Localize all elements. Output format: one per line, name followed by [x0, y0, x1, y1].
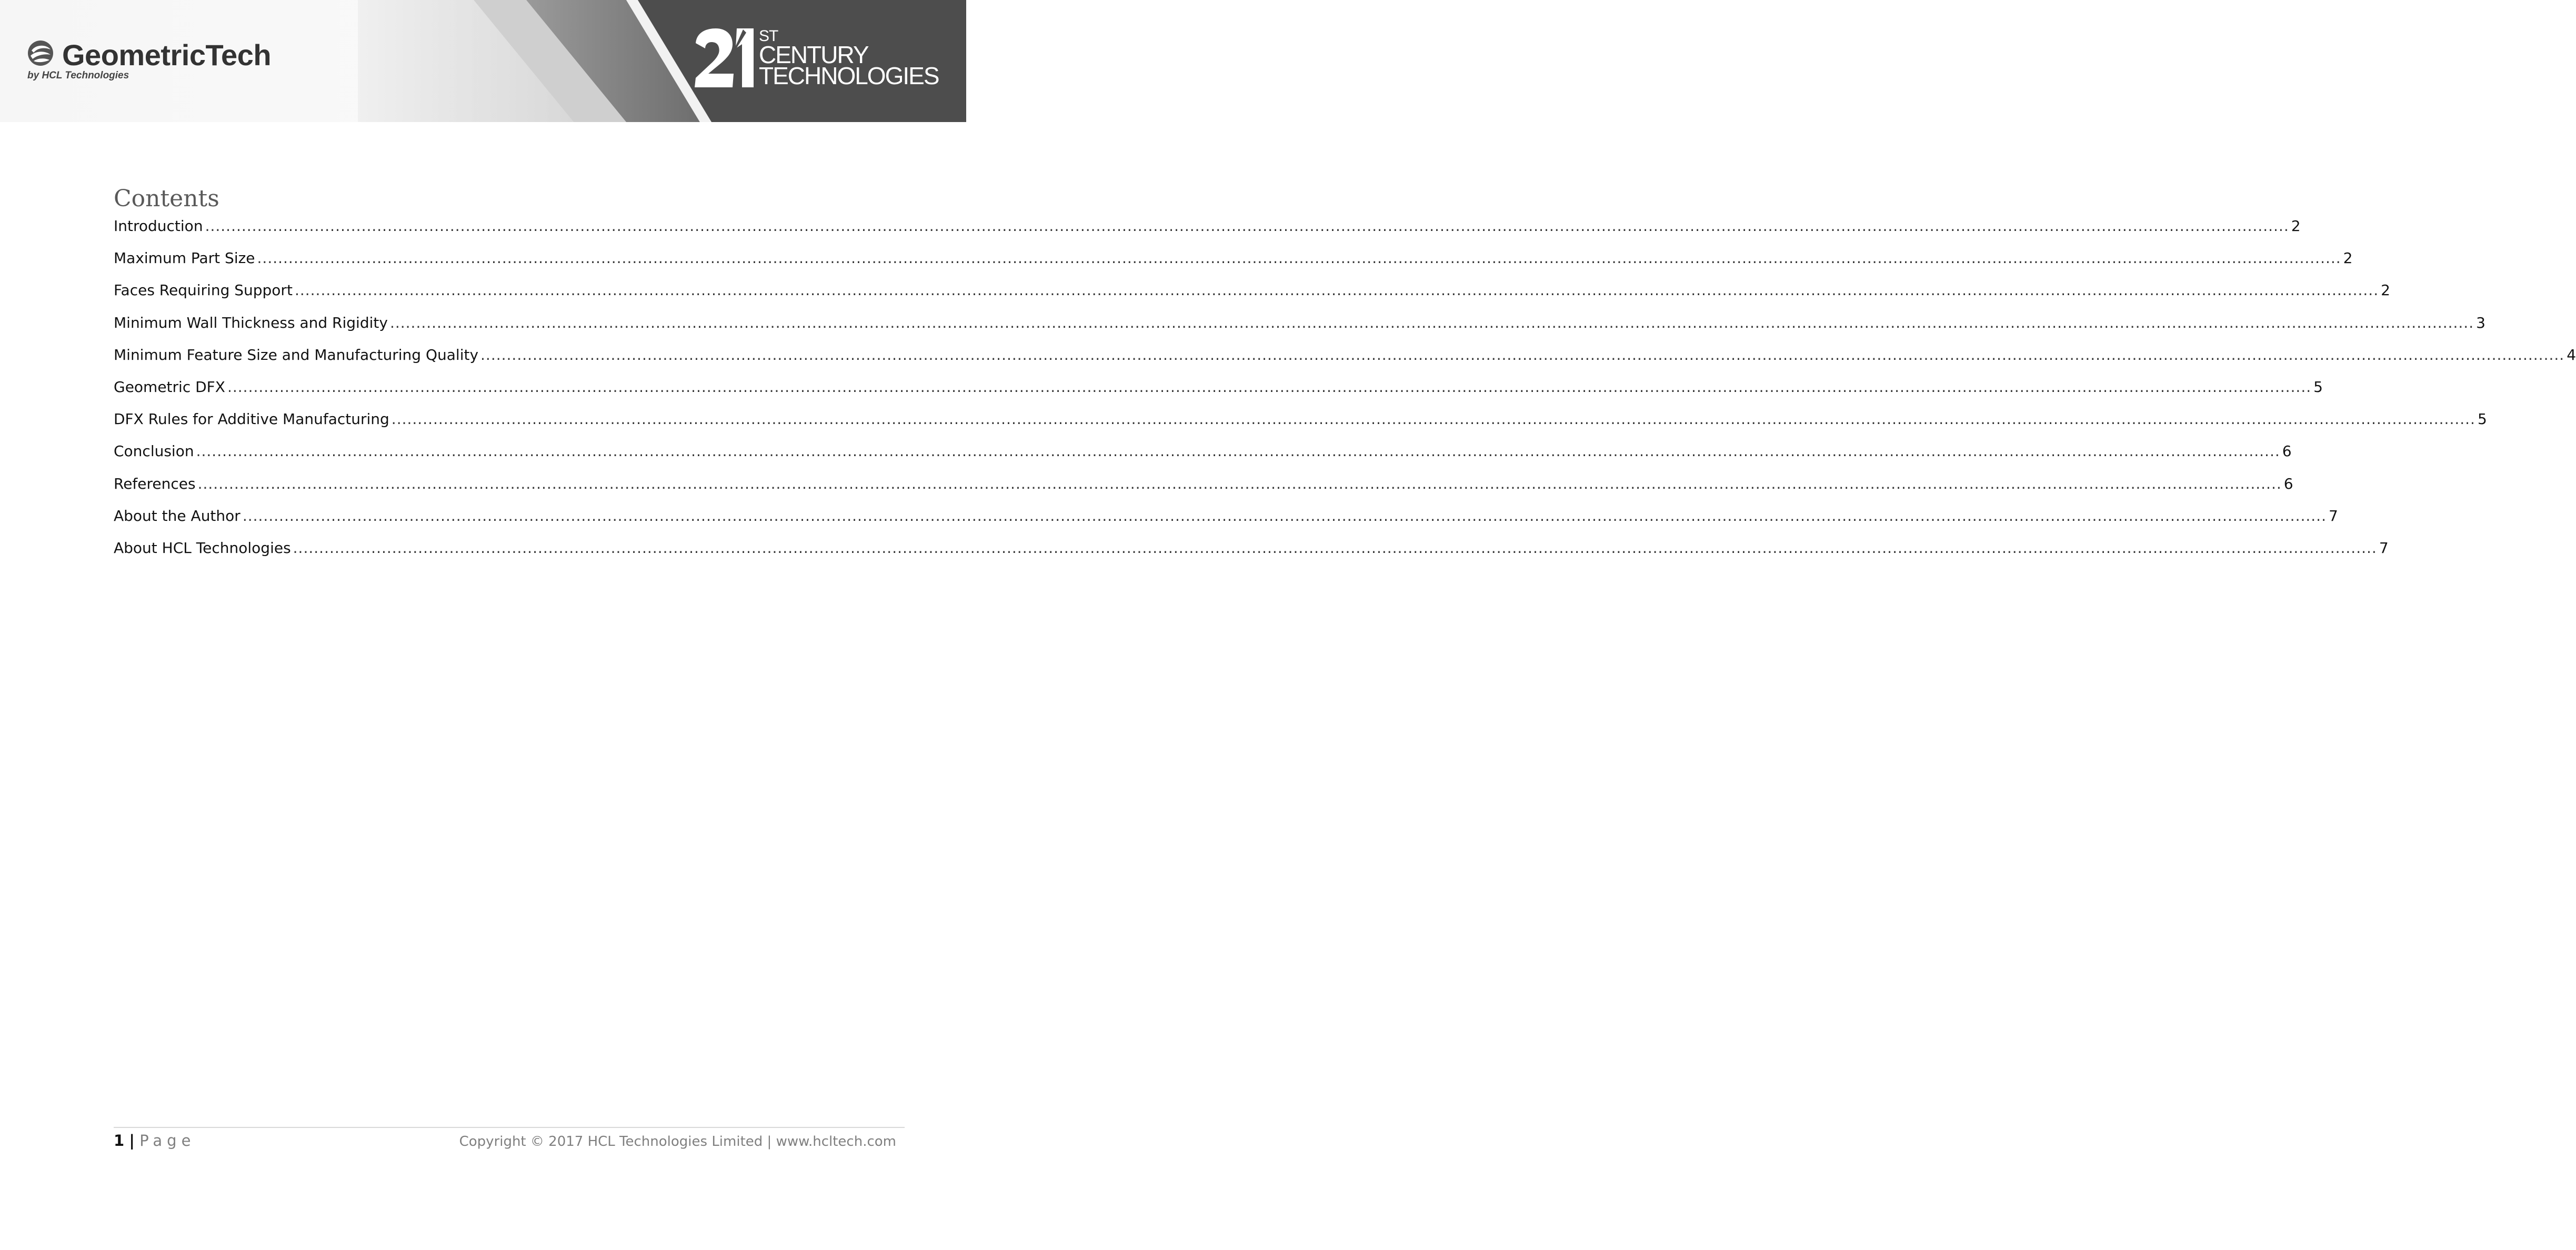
brand-superscript: ST — [759, 27, 778, 45]
toc-entry[interactable] — [114, 345, 2576, 377]
toc-entry[interactable] — [114, 538, 2389, 570]
toc-entry-page[interactable]: 3 — [2476, 314, 2485, 331]
toc-dot-leader: ................................................................................................................................................................................................................................................................................................................................................................................................................ — [257, 249, 2341, 267]
toc-entry-page[interactable]: 6 — [2283, 475, 2293, 492]
toc-entry-page[interactable]: 7 — [2328, 507, 2338, 525]
toc-dot-leader: ................................................................................................................................................................................................................................................................................................................................................................................................................ — [391, 410, 2475, 428]
toc-entry-label[interactable]: Minimum Wall Thickness and Rigidity — [114, 314, 388, 331]
toc-entry[interactable] — [114, 216, 2301, 248]
brand-line2: TECHNOLOGIES — [759, 62, 939, 89]
toc-entry-page[interactable]: 7 — [2379, 539, 2389, 557]
toc-entry-page[interactable]: 5 — [2313, 378, 2323, 396]
toc-entry-label[interactable]: Introduction — [114, 217, 203, 235]
toc-dot-leader: ................................................................................................................................................................................................................................................................................................................................................................................................................ — [389, 314, 2474, 331]
toc-entry-page[interactable]: 5 — [2477, 410, 2487, 428]
header-banner — [0, 0, 966, 122]
toc-entry-page[interactable]: 4 — [2567, 346, 2576, 364]
toc-entry-page[interactable]: 2 — [2343, 249, 2353, 267]
page-separator: | — [129, 1132, 135, 1150]
brand-right-text — [759, 27, 939, 89]
toc-entry-label[interactable]: About HCL Technologies — [114, 539, 291, 557]
toc-dot-leader: ................................................................................................................................................................................................................................................................................................................................................................................................................ — [480, 346, 2565, 364]
page-indicator — [114, 1130, 195, 1151]
brand-name: GeometricTech — [62, 38, 272, 72]
toc-entry-label[interactable]: Conclusion — [114, 442, 194, 460]
contents-title: Contents — [114, 185, 219, 212]
swirl-logo-icon — [26, 39, 55, 67]
toc-entry[interactable] — [114, 506, 2338, 538]
toc-entry-label[interactable]: Geometric DFX — [114, 378, 225, 396]
toc-entry[interactable] — [114, 280, 2390, 312]
toc-entry[interactable] — [114, 409, 2487, 441]
toc-dot-leader: ................................................................................................................................................................................................................................................................................................................................................................................................................ — [196, 442, 2280, 460]
toc-entry-page[interactable]: 6 — [2282, 442, 2292, 460]
toc-dot-leader: ................................................................................................................................................................................................................................................................................................................................................................................................................ — [293, 539, 2377, 557]
toc-dot-leader: ................................................................................................................................................................................................................................................................................................................................................................................................................ — [197, 475, 2282, 492]
toc-entry-page[interactable]: 2 — [2291, 217, 2301, 235]
toc-entry-label[interactable]: DFX Rules for Additive Manufacturing — [114, 410, 389, 428]
twenty-one-logo-icon — [694, 27, 756, 89]
copyright-text: Copyright © 2017 HCL Technologies Limited | www.hcltech.com — [459, 1134, 896, 1150]
geometrictech-logo — [26, 39, 300, 86]
toc-entry[interactable] — [114, 441, 2292, 473]
toc-dot-leader: ................................................................................................................................................................................................................................................................................................................................................................................................................ — [242, 507, 2327, 525]
toc-entry[interactable] — [114, 312, 2485, 345]
footer-divider — [114, 1127, 905, 1128]
toc-entry[interactable] — [114, 377, 2323, 409]
toc-dot-leader: ................................................................................................................................................................................................................................................................................................................................................................................................................ — [205, 217, 2289, 235]
toc-dot-leader: ................................................................................................................................................................................................................................................................................................................................................................................................................ — [227, 378, 2312, 396]
brand-subtitle: by HCL Technologies — [27, 70, 129, 81]
toc-entry-label[interactable]: About the Author — [114, 507, 240, 525]
page-number: 1 — [114, 1132, 125, 1150]
page-word: Page — [139, 1132, 196, 1150]
toc-entry-label[interactable]: Faces Requiring Support — [114, 281, 293, 299]
21st-century-technologies-logo — [694, 27, 946, 96]
toc-entry[interactable] — [114, 473, 2293, 506]
toc-entry-label[interactable]: References — [114, 475, 196, 492]
toc-entry[interactable] — [114, 248, 2353, 280]
toc-entry-label[interactable]: Minimum Feature Size and Manufacturing Quality — [114, 346, 479, 364]
toc-entry-page[interactable]: 2 — [2381, 281, 2390, 299]
table-of-contents — [114, 216, 2576, 570]
toc-dot-leader: ................................................................................................................................................................................................................................................................................................................................................................................................................ — [294, 281, 2379, 299]
brand-line1: CENTURY — [759, 41, 868, 68]
toc-entry-label[interactable]: Maximum Part Size — [114, 249, 255, 267]
